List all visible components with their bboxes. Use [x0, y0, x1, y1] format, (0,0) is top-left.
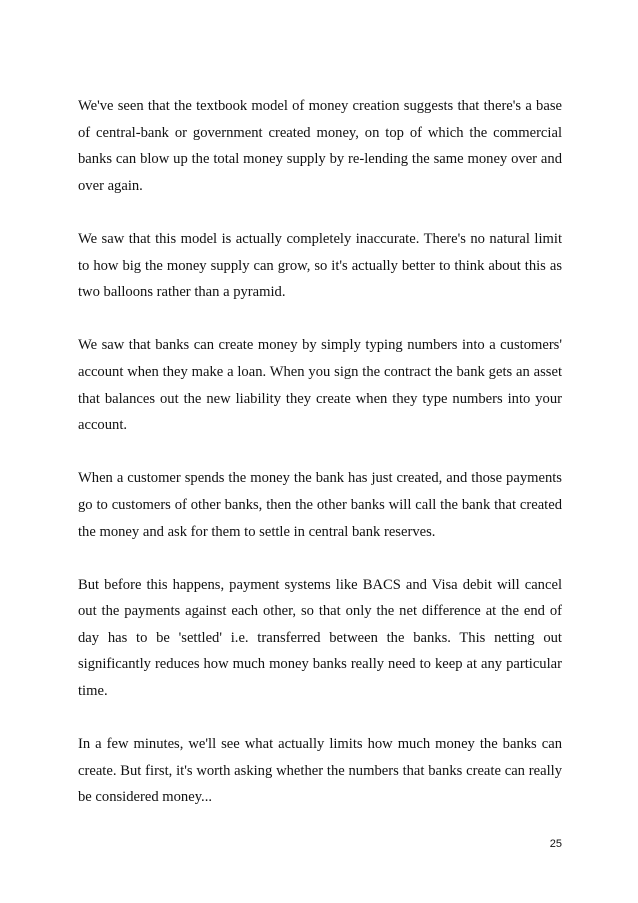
paragraph-4: When a customer spends the money the bank has just created, and those payments go to customers of other banks, then the other banks will call the bank that created the money and ask for them to settle in central bank reserves.: [78, 470, 562, 540]
page-number: 25: [549, 838, 562, 850]
paragraph-5: But before this happens, payment systems like BACS and Visa debit will cancel out the payments against each other, so that only the net difference at the end of day has to be 'settled' i.e. transferred between the banks. This netting out significantly reduces how much money banks really need to keep at any particular time.: [78, 576, 562, 700]
paragraph-3: We saw that banks can create money by simply typing numbers into a customers' account when they make a loan. When you sign the contract the bank gets an asset that balances out the new liability they create when they type numbers into your account.: [78, 337, 562, 434]
body-text: [78, 93, 562, 838]
paragraph-1: We've seen that the textbook model of money creation suggests that there's a base of central-bank or government created money, on top of which the commercial banks can blow up the total money supply by re-lending the same money over and over again.: [78, 98, 562, 194]
paragraph-6: In a few minutes, we'll see what actually limits how much money the banks can create. But first, it's worth asking whether the numbers that banks create can really be considered money...: [78, 736, 562, 806]
paragraph-2: We saw that this model is actually completely inaccurate. There's no natural limit to how big the money supply can grow, so it's actually better to think about this as two balloons rather than a pyramid.: [78, 230, 562, 301]
